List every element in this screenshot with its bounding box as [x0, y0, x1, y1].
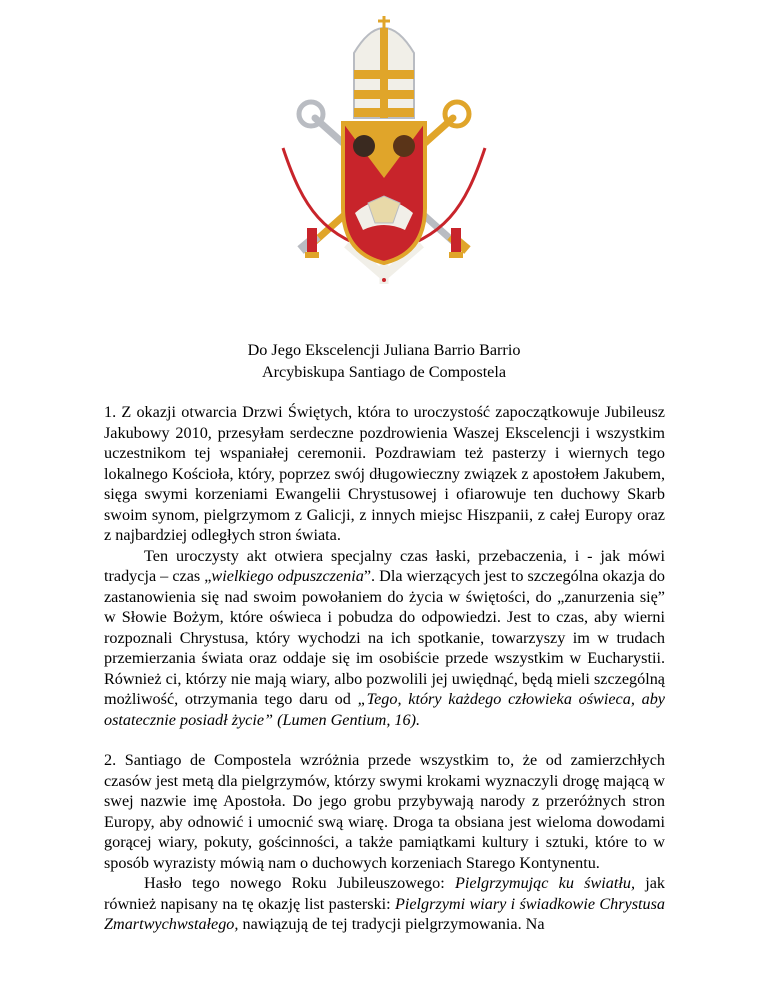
address-line-2: Arcybiskupa Santiago de Compostela [261, 363, 507, 381]
paragraph-4-italic-motto: Pielgrzymując ku światłu, [454, 874, 635, 892]
address-line-1: Do Jego Ekscelencji Juliana Barrio Barrio [247, 341, 521, 359]
paragraph-4-text-a: Hasło tego nowego Roku Jubileuszowego: [144, 874, 455, 892]
paragraph-2 [104, 546, 665, 731]
paragraph-2-italic-great-indulgence: wielkiego odpuszczenia [211, 567, 364, 585]
paragraph-3: 2. Santiago de Compostela wzróżnia przede wszystkim to, że od zamierzchłych czasów jest metą dla pielgrzymów, którzy swymi krokami wyznaczyli drogę mającą w swej nazwie imę Apostoła. Do jego grobu przybywają narody z przeróżnych stron Europy, aby odnowić i umocnić swą wiarę. Droga ta obsiana jest wieloma dowodami gorącej wiary, pokuty, gościnności, a także pamiątkami kultury i sztuki, które to w sposób wyrazisty mówią nam o duchowych korzeniach Starego Kontynentu. [104, 751, 665, 872]
paragraph-1: 1. Z okazji otwarcia Drzwi Świętych, która to uroczystość zapoczątkowuje Jubileusz Jakubowy 2010, przesyłam serdeczne pozdrowienia Waszej Ekscelencji i wszystkim uczestnikom tej wspaniałej ceremonii. Pozdrawiam też pasterzy i wiernych tego lokalnego Kościoła, który, poprzez swój długowieczny związek z apostołem Jakubem, sięga swymi korzeniami Ewangelii Chrystusowej i ofiarowuje ten duchowy Skarb swoim synom, pielgrzymom z Galicji, z innych miejsc Hiszpanii, z całej Europy oraz z najbardziej odległych stron świata. [104, 403, 665, 544]
paragraph-4-text-e: nawiązują de tej tradycji pielgrzymowania. Na [238, 915, 545, 933]
paragraph-4-italic-letter-title: Pielgrzymi wiary i świadkowie Chrystusa Zmartwychwstałego, [104, 894, 665, 933]
paragraph-2-text-c: ”. Dla wierzących jest to szczególna okazja do zastanowienia się nad swoim powołaniem do życia w świętości, do „zanurzenia się” w Słowie Bożym, które oświeca i pobudza do odpowiedzi. Jest to czas, aby wierni rozpoznali Chrystusa, który wychodzi na ich spotkanie, towarzyszy im w trudach przemierzania świata oraz oddaje się im osobiście przede wszystkim w Eucharystii. Również ci, którzy nie mają wiary, albo pozwolili jej uwiędnąć, będą mieli szczególną możliwość, otrzymania tego daru od [104, 567, 666, 708]
paragraph-2-italic-quote: „Tego, który każdego człowieka oświeca, aby ostatecznie posiadł życie” (Lumen Gentium, 16). [104, 690, 665, 729]
paragraph-2-text-a: Ten uroczysty akt otwiera specjalny czas łaski, przebaczenia, i - jak mówi tradycja – czas „ [104, 546, 665, 585]
paragraph-gap [104, 730, 665, 750]
tassel-right-icon [449, 228, 463, 258]
paragraph-4 [104, 873, 665, 935]
tassel-left-icon [305, 228, 319, 258]
mitre-icon [354, 16, 414, 118]
letter-body [104, 402, 665, 935]
recipient-address [120, 339, 648, 383]
shield-icon [343, 123, 425, 263]
paragraph-4-text-c: jak również napisany na tę okazję list pasterski: [104, 874, 665, 913]
papal-coat-of-arms-icon [243, 8, 525, 288]
